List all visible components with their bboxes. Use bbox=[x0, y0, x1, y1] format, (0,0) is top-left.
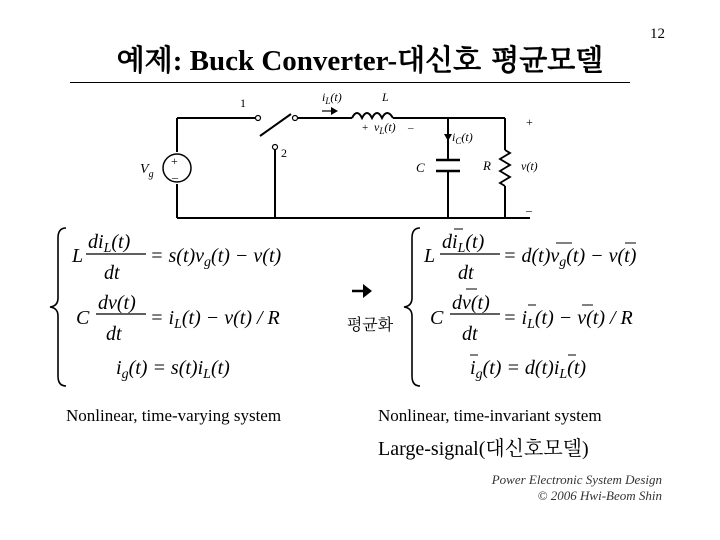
source-label: $V_g$ bbox=[140, 162, 154, 180]
svg-text:dt: dt bbox=[462, 323, 478, 345]
page-number: 12 bbox=[650, 26, 665, 42]
ic-arrow-icon bbox=[444, 134, 452, 141]
res-label: R bbox=[483, 158, 491, 173]
source-plus: + bbox=[171, 154, 178, 168]
svg-text:dt: dt bbox=[458, 262, 474, 284]
switch-contact-2 bbox=[273, 145, 278, 150]
right-eq3: $i_g(t) = d(t)i_L(t)$ bbox=[470, 357, 587, 382]
caption-right: Nonlinear, time-invariant system bbox=[378, 406, 602, 425]
svg-text:dt: dt bbox=[104, 262, 120, 284]
averaging-label: 평균화 bbox=[346, 315, 394, 334]
cap-label: C bbox=[416, 160, 425, 175]
right-equations bbox=[423, 229, 637, 382]
switch-contact-1 bbox=[256, 116, 261, 121]
output-plus: + bbox=[526, 115, 533, 129]
il-label: $i_L(t)$ bbox=[322, 90, 342, 106]
caption-left: Nonlinear, time-varying system bbox=[66, 406, 282, 425]
title-korean-prefix: 예제 bbox=[116, 43, 173, 77]
vl-plus: + bbox=[362, 122, 369, 134]
title-main: : Buck Converter- bbox=[172, 45, 398, 77]
svg-text:diL(t): $di_L(t)$ bbox=[442, 231, 485, 256]
switch-pos2-label: 2 bbox=[281, 146, 287, 160]
left-equations bbox=[71, 231, 282, 382]
left-eq3: $i_g(t) = s(t)i_L(t)$ bbox=[116, 357, 230, 382]
switch-common bbox=[293, 116, 298, 121]
left-eq1: L bbox=[72, 245, 84, 267]
credit bbox=[440, 472, 662, 505]
switch-pos1-label: 1 bbox=[240, 96, 246, 110]
inductor-icon bbox=[352, 113, 393, 118]
svg-text:= iL(t) − v(t) / R: = $i_L(t) - v(t) / R$ bbox=[503, 307, 633, 332]
output-voltage-label: v(t) bbox=[521, 159, 538, 173]
credit-line1: Power Electronic System Design bbox=[491, 472, 662, 487]
right-eq2: C bbox=[430, 307, 444, 329]
svg-text:= d(t)vg(t) − v(t): = $d(t)v_g(t) - v(t)$ bbox=[503, 245, 637, 270]
left-system-brace bbox=[50, 228, 66, 386]
il-arrow-icon bbox=[331, 107, 338, 115]
svg-text:dv(t): dv(t) bbox=[452, 292, 490, 314]
resistor-icon bbox=[500, 150, 510, 186]
title-korean-suffix: 대신호 평균모델 bbox=[397, 43, 604, 77]
credit-line2: © 2006 Hwi-Beom Shin bbox=[537, 488, 662, 504]
vl-label: $v_L(t)$ bbox=[374, 120, 396, 136]
ic-label: $i_C(t)$ bbox=[452, 130, 473, 146]
right-arrow-icon bbox=[352, 284, 372, 298]
vl-minus: – bbox=[408, 122, 414, 134]
output-minus: – bbox=[526, 203, 532, 217]
svg-text:dt: dt bbox=[106, 323, 122, 345]
caption-large-signal: Large-signal(대신호모델) bbox=[378, 438, 589, 460]
svg-text:= iL(t) − v(t) / R: = $i_L(t) - v(t) / R$ bbox=[150, 307, 280, 332]
right-eq1: L bbox=[424, 245, 436, 267]
left-eq1-num: $di_L(t)$ bbox=[88, 231, 131, 256]
source-minus: – bbox=[172, 170, 178, 184]
right-system-brace bbox=[404, 228, 420, 386]
svg-text:= s(t)vg(t) − v(t): = $s(t)v_g(t) - v(t)$ bbox=[150, 245, 282, 270]
left-eq2: C bbox=[76, 307, 90, 329]
svg-text:dv(t): dv(t) bbox=[98, 292, 136, 314]
inductor-label: L bbox=[382, 90, 389, 104]
